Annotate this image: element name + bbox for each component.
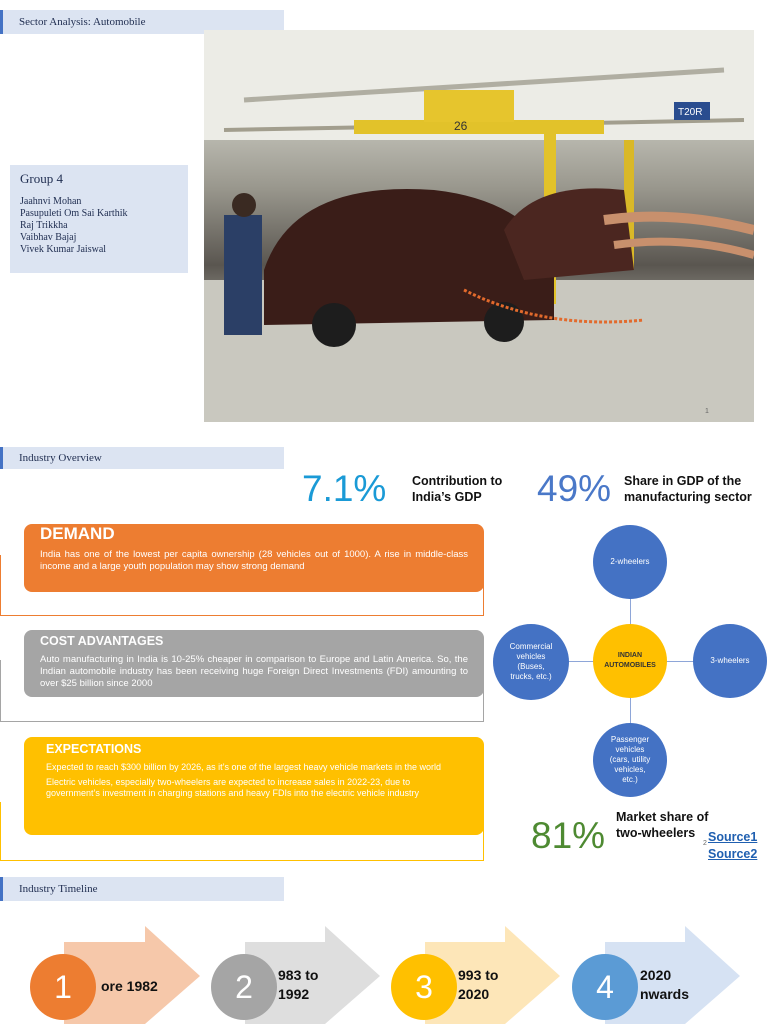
two-wheeler-share-label-line2: two-wheelers <box>616 826 696 840</box>
step-4-number: 4 <box>596 968 614 1005</box>
two-wheeler-share-label-line1: Market share of <box>616 810 709 824</box>
slide2-header <box>0 447 284 469</box>
step-2-label <box>278 966 318 1004</box>
expectations-text-1: Expected to reach $300 billion by 2026, as it’s one of the largest heavy vehicle markets in the world <box>46 762 442 772</box>
step-4-label <box>640 966 689 1004</box>
step-2-number: 2 <box>235 968 253 1005</box>
group-title: Group 4 <box>20 171 63 186</box>
node-passenger-line4: vehicles, <box>614 765 646 774</box>
expectations-card <box>24 737 484 835</box>
car-assembly-photo <box>204 30 754 422</box>
node-commercial-line4: trucks, etc.) <box>510 672 552 681</box>
gdp-stat-label-line1: Contribution to <box>412 474 503 488</box>
node-indian-automobiles <box>593 624 667 698</box>
node-two-wheelers-label: 2-wheelers <box>610 557 650 566</box>
demand-text: India has one of the lowest per capita ownership (28 vehicles out of 1000). A rise in middle-class income and a large youth population may show strong demand <box>40 549 468 572</box>
member-2: Pasupuleti Om Sai Karthik <box>20 208 128 219</box>
node-passenger-vehicles <box>593 723 667 797</box>
step-1-label <box>101 977 158 996</box>
step-2-badge <box>211 954 277 1020</box>
slide2-header-text: Industry Overview <box>19 452 102 464</box>
node-passenger-line3: (cars, utility <box>609 755 651 764</box>
step-4-badge <box>572 954 638 1020</box>
gdp-stat-label <box>412 473 502 505</box>
node-commercial-text <box>510 642 553 682</box>
member-1: Jaahnvi Mohan <box>20 196 82 207</box>
expectations-text-2: Electric vehicles, especially two-wheelers are expected to increase sales in 2022-23, due to government’s investment in charging stations and heavy FDIs into the electric vehicle industry <box>46 777 420 798</box>
node-commercial-line2: vehicles <box>516 652 546 661</box>
member-5: Vivek Kumar Jaiswal <box>20 244 107 255</box>
step-1-label-line1: ore 1982 <box>101 978 158 994</box>
assembly-line-illustration <box>204 30 754 422</box>
slide3-header-text: Industry Timeline <box>19 883 98 895</box>
step-3-label-line2: 2020 <box>458 986 490 1002</box>
manufacturing-stat-value: 49% <box>537 468 612 509</box>
slide1-header-text: Sector Analysis: Automobile <box>19 16 146 28</box>
station-sign: T20R <box>678 107 703 118</box>
node-passenger-text <box>610 735 650 785</box>
step-4-label-line2: nwards <box>640 986 690 1002</box>
member-3: Raj Trikkha <box>20 220 68 231</box>
hanger-number: 26 <box>454 119 468 133</box>
two-wheeler-share-value: 81% <box>531 815 606 856</box>
source2-link[interactable]: Source2 <box>708 847 758 861</box>
cost-card <box>24 630 484 697</box>
source1-link[interactable]: Source1 <box>708 830 758 844</box>
step-2-label-line2: 1992 <box>278 986 310 1002</box>
step-3-badge <box>391 954 457 1020</box>
slide1-page-number: 1 <box>705 408 709 415</box>
node-commercial-line1: Commercial <box>509 642 553 651</box>
demand-card <box>24 524 484 592</box>
node-center-line1: INDIAN <box>617 652 643 659</box>
node-passenger-line1: Passenger <box>610 735 650 744</box>
two-wheeler-share-label <box>616 809 708 841</box>
demand-title: DEMAND <box>40 524 115 543</box>
manufacturing-stat-label-line1: Share in GDP of the <box>624 474 742 488</box>
node-center-text <box>604 651 656 671</box>
step-3-number: 3 <box>415 968 433 1005</box>
member-4: Vaibhav Bajaj <box>20 232 77 243</box>
node-center-line2: AUTOMOBILES <box>604 662 656 669</box>
expectations-title: EXPECTATIONS <box>46 742 142 756</box>
step-3-label <box>458 966 498 1004</box>
slide2-page-number: 2 <box>703 840 707 847</box>
node-three-wheelers <box>693 624 767 698</box>
step-1-badge <box>30 954 96 1020</box>
gdp-stat-value: 7.1% <box>302 468 387 509</box>
gdp-stat-label-line2: India’s GDP <box>412 490 482 504</box>
step-4-label-line1: 2020 <box>640 967 672 983</box>
step-2-label-line1: 983 to <box>278 967 319 983</box>
cost-title: COST ADVANTAGES <box>40 634 164 648</box>
node-passenger-line5: etc.) <box>622 775 638 784</box>
node-commercial-line3: (Buses, <box>517 662 545 671</box>
step-1-number: 1 <box>54 968 72 1005</box>
node-three-wheelers-label: 3-wheelers <box>710 656 750 665</box>
hub-diagram <box>490 525 768 805</box>
timeline <box>0 920 768 1024</box>
slide3-header <box>0 877 284 901</box>
group-box <box>10 165 188 273</box>
node-passenger-line2: vehicles <box>615 745 645 754</box>
manufacturing-stat-label-line2: manufacturing sector <box>624 490 752 504</box>
manufacturing-stat-label <box>624 473 752 505</box>
cost-text: Auto manufacturing in India is 10-25% cheaper in comparison to Europe and Latin America. So, the Indian automobile industry has been receiving huge Foreign Direct Investments (FDI) amounting to over $25 billion since 2000 <box>40 654 468 689</box>
step-3-label-line1: 993 to <box>458 967 499 983</box>
node-commercial-vehicles <box>493 624 569 700</box>
node-two-wheelers <box>593 525 667 599</box>
